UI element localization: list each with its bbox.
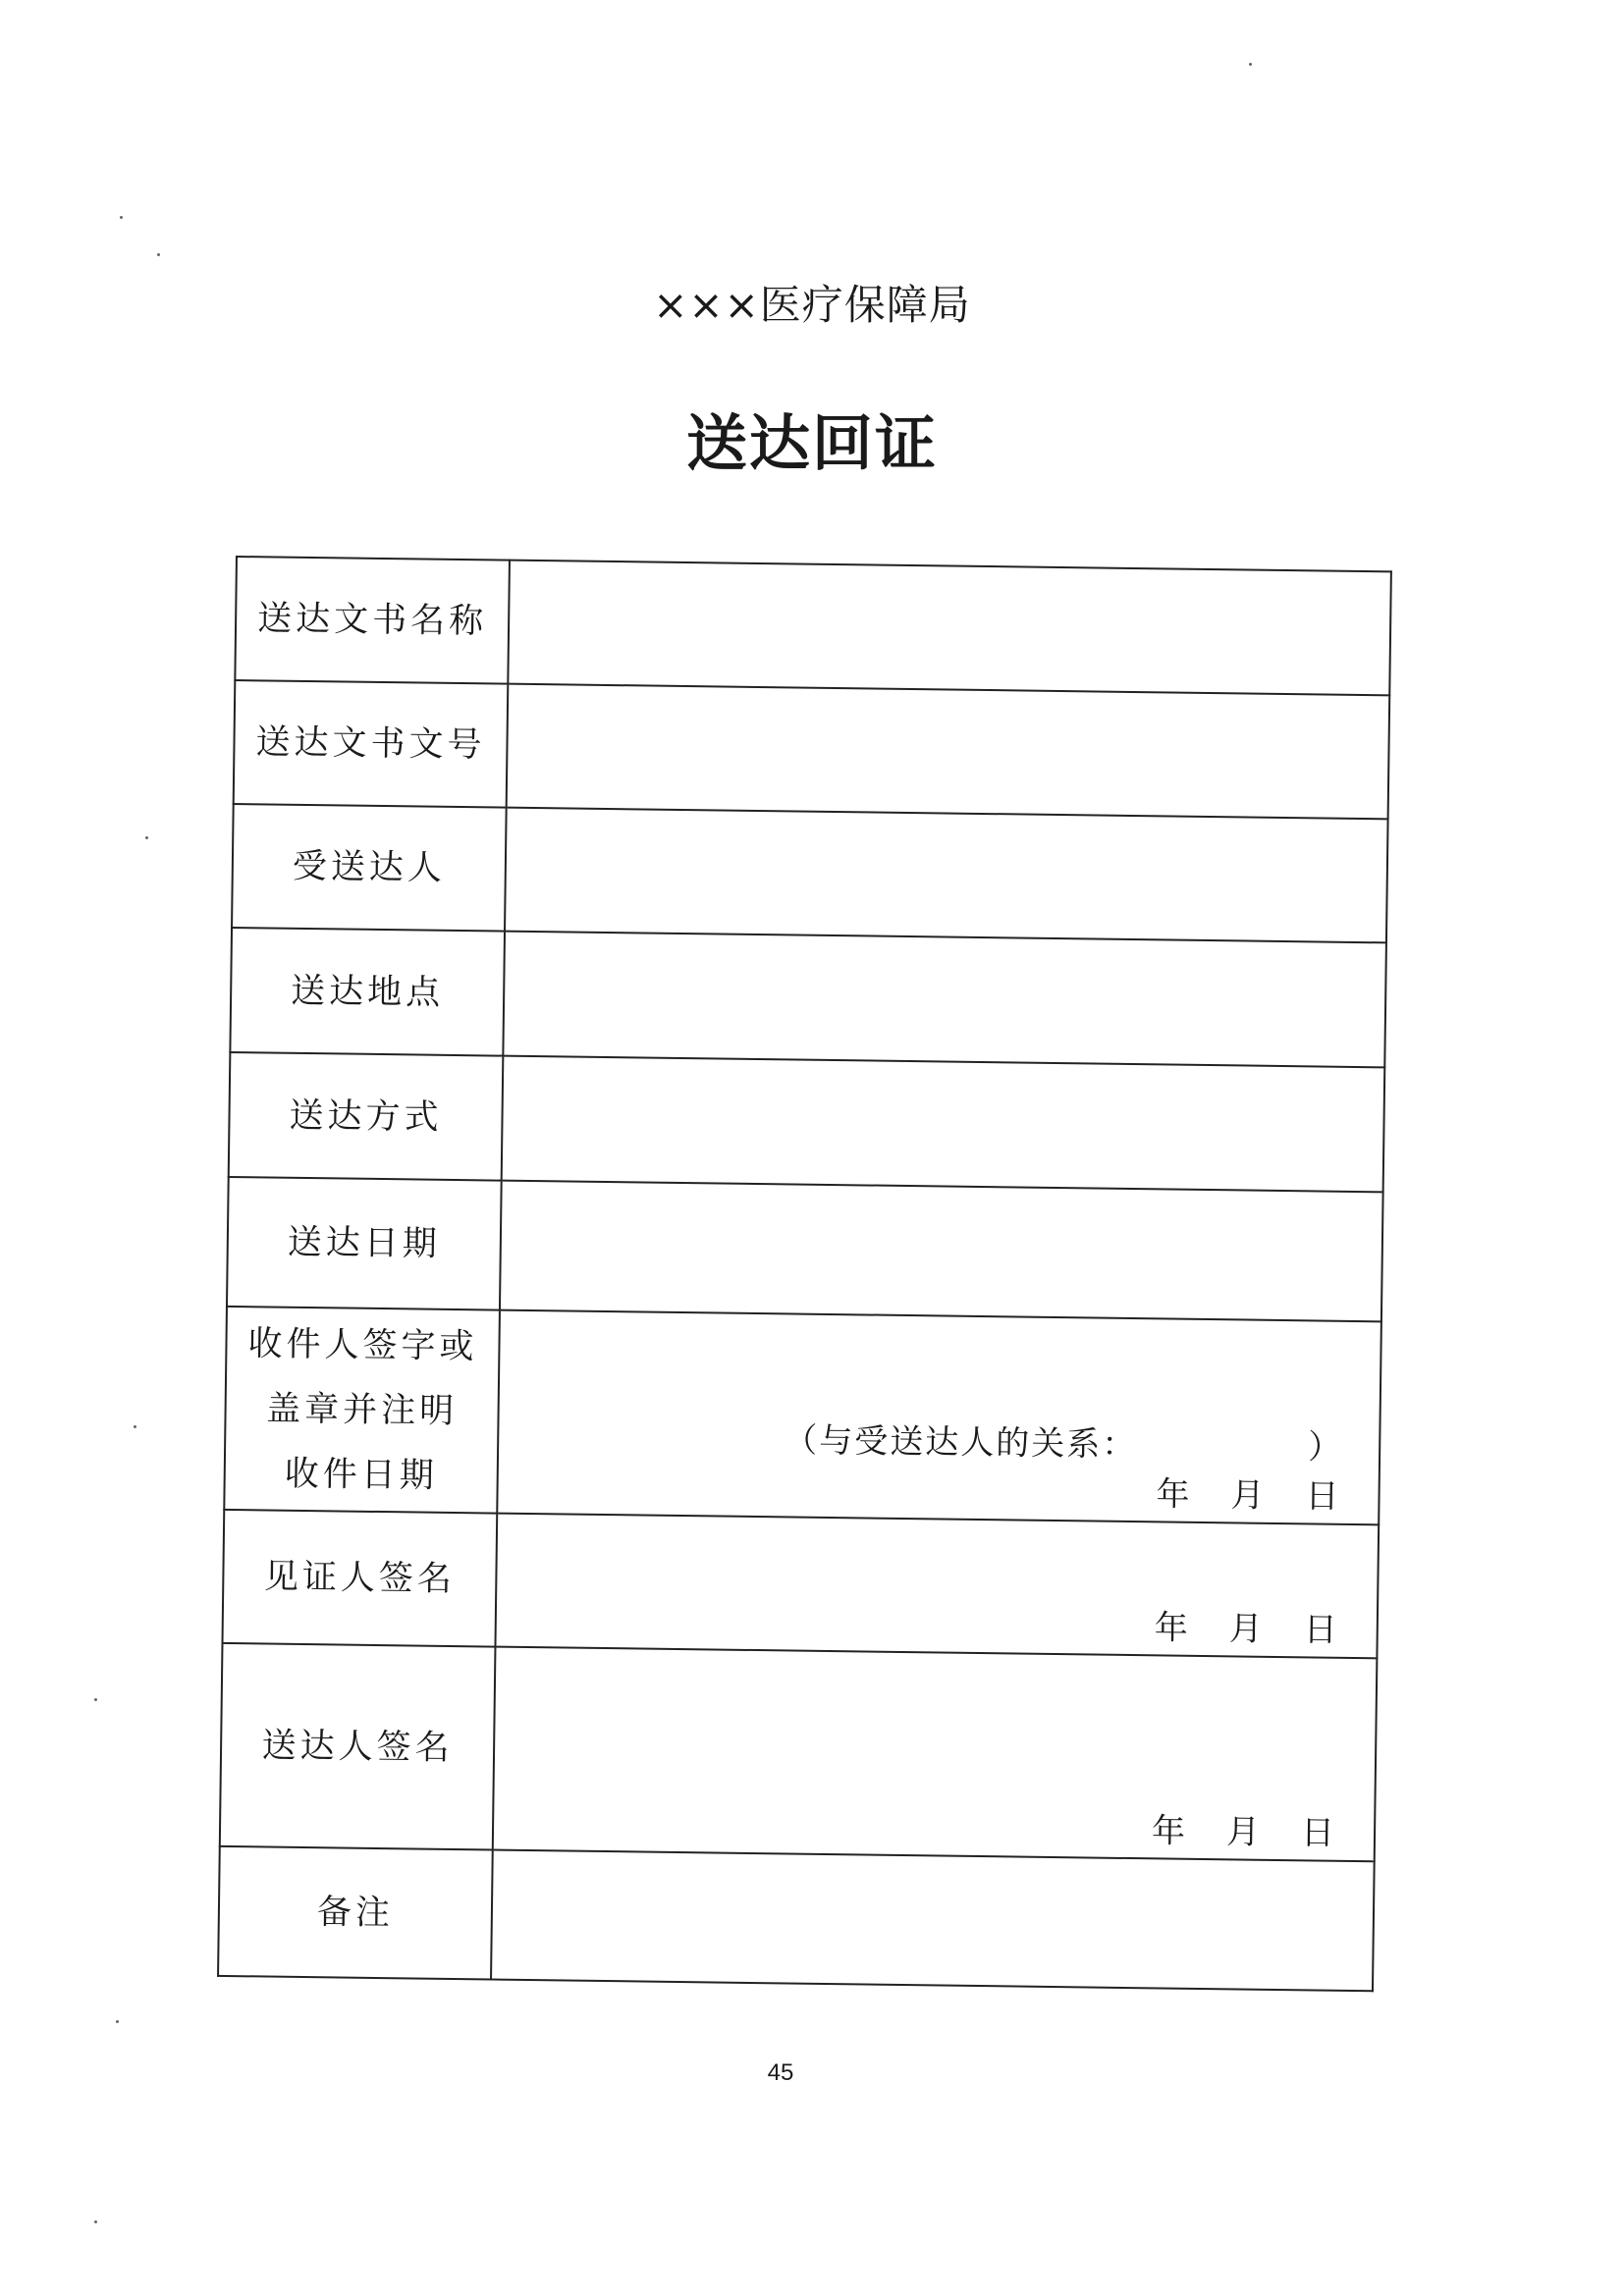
field-document-name[interactable]	[508, 561, 1391, 696]
field-recipient-signature[interactable]	[497, 1310, 1381, 1525]
scan-speck	[1249, 63, 1252, 66]
label-delivery-location: 送达地点	[230, 928, 505, 1056]
field-delivery-location[interactable]	[503, 932, 1386, 1068]
scan-speck	[116, 2020, 119, 2023]
date-year: 年	[1154, 1608, 1189, 1648]
label-witness-signature: 见证人签名	[222, 1510, 497, 1647]
label-line-2: 盖章并注明	[265, 1388, 459, 1431]
date-day: 日	[1300, 1813, 1335, 1853]
label-delivery-method: 送达方式	[229, 1052, 504, 1181]
scan-speck	[157, 253, 160, 256]
delivery-receipt-form	[217, 556, 1392, 1992]
date-day: 日	[1305, 1476, 1339, 1517]
agency-name: ×××医疗保障局	[653, 281, 971, 329]
row-remarks	[218, 1846, 1375, 1991]
field-recipient[interactable]	[505, 808, 1388, 943]
label-document-name: 送达文书名称	[235, 557, 510, 684]
field-delivery-date[interactable]	[500, 1181, 1383, 1322]
field-server-signature[interactable]	[493, 1647, 1378, 1862]
row-delivery-method	[229, 1052, 1385, 1192]
field-witness-signature[interactable]	[495, 1514, 1379, 1659]
date-month: 月	[1228, 1609, 1264, 1649]
row-delivery-date	[227, 1177, 1383, 1321]
scan-speck	[120, 216, 123, 219]
row-recipient	[232, 804, 1388, 942]
row-server-signature	[220, 1643, 1378, 1861]
field-delivery-method[interactable]	[502, 1056, 1385, 1193]
label-delivery-date: 送达日期	[227, 1177, 502, 1310]
date-year: 年	[1156, 1474, 1190, 1515]
row-witness-signature	[222, 1510, 1379, 1658]
field-document-number[interactable]	[507, 684, 1390, 820]
date-day: 日	[1303, 1610, 1338, 1650]
recipient-date-line	[1156, 1467, 1339, 1517]
server-date-line	[1152, 1803, 1335, 1853]
date-month: 月	[1225, 1812, 1261, 1852]
label-line-3: 收件日期	[284, 1454, 439, 1496]
row-document-name	[235, 557, 1391, 695]
label-line-1: 收件人签字或	[247, 1323, 478, 1366]
field-remarks[interactable]	[491, 1850, 1375, 1992]
label-document-number: 送达文书文号	[234, 680, 509, 808]
scan-speck	[94, 2220, 97, 2223]
relation-note	[784, 1413, 1344, 1468]
page-number: 45	[767, 2059, 794, 2086]
scan-speck	[94, 1698, 97, 1701]
label-remarks: 备注	[218, 1846, 493, 1980]
scan-speck	[145, 836, 148, 839]
row-document-number	[234, 680, 1390, 819]
relation-open: （与受送达人的关系：	[783, 1420, 1138, 1466]
relation-close: ）	[1307, 1427, 1344, 1468]
row-recipient-signature	[224, 1307, 1381, 1524]
document-title: 送达回证	[685, 407, 938, 479]
scan-speck	[134, 1425, 136, 1428]
date-year: 年	[1151, 1811, 1186, 1851]
label-server-signature: 送达人签名	[220, 1643, 496, 1850]
witness-date-line	[1155, 1600, 1338, 1650]
row-delivery-location	[230, 928, 1386, 1067]
receipt-table	[217, 556, 1392, 1992]
label-recipient-signature	[224, 1307, 500, 1514]
label-recipient: 受送达人	[232, 804, 507, 932]
date-month: 月	[1230, 1475, 1265, 1516]
